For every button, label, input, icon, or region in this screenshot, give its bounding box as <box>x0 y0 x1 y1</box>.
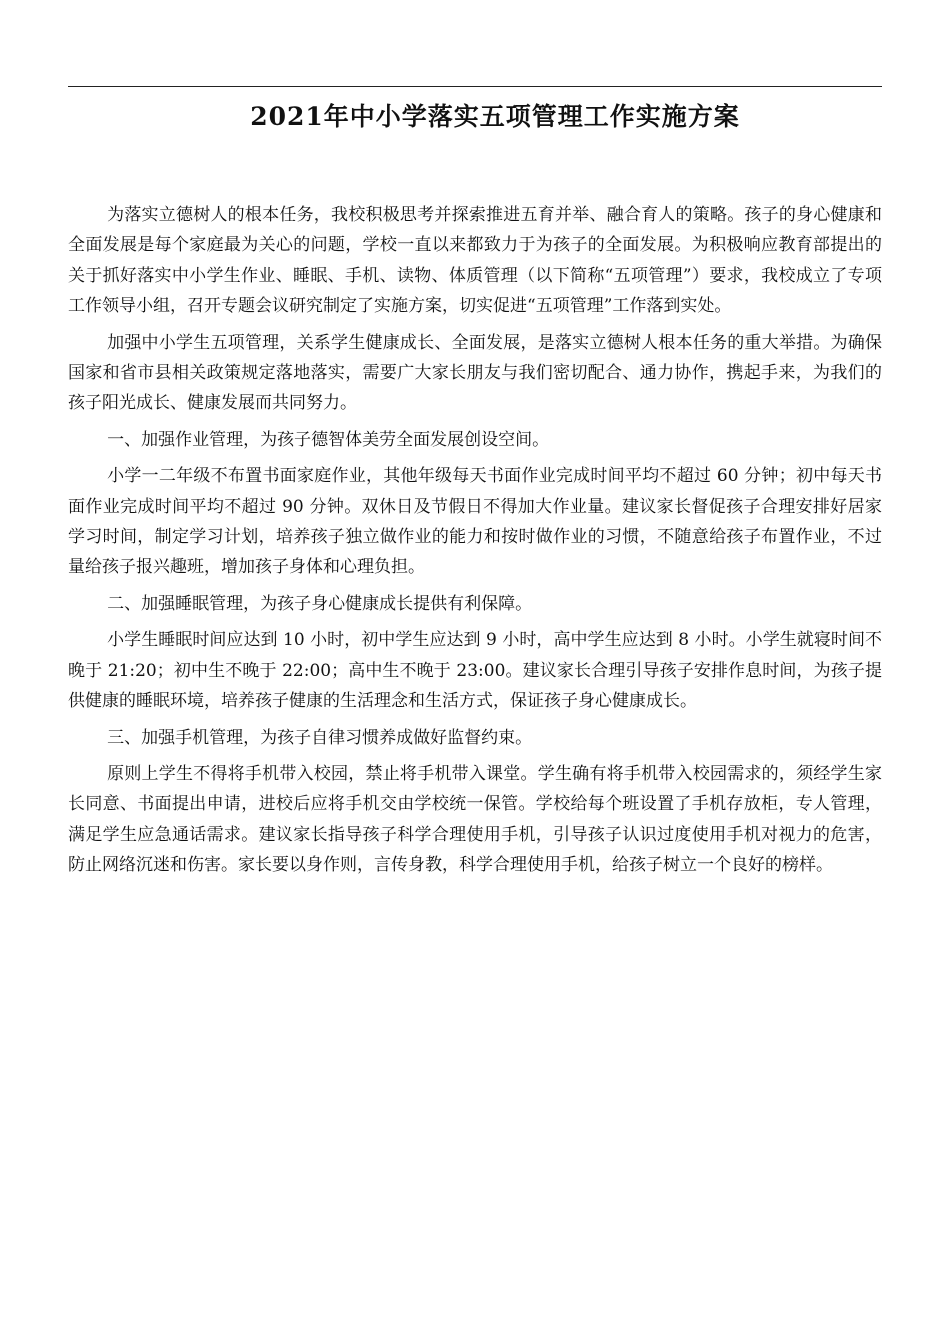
paragraph-homework: 小学一二年级不布置书面家庭作业，其他年级每天书面作业完成时间平均不超过 60 分钟；初中每天书面作业完成时间平均不超过 90 分钟。双休日及节假日不得加大作业量。建议家长督促孩子合理安排好居家学习时间，制定学习计划，培养孩子独立做作业的能力和按时做作业的习惯，不随意给孩子布置作业，不过量给孩子报兴趣班，增加孩子身体和心理负担。 <box>68 466 882 578</box>
section-heading-phone: 三、加强手机管理，为孩子自律习惯养成做好监督约束。 <box>107 727 533 748</box>
section-heading-sleep: 二、加强睡眠管理，为孩子身心健康成长提供有利保障。 <box>107 593 533 614</box>
document-title: 2021年中小学落实五项管理工作实施方案 <box>250 102 740 131</box>
document-body <box>68 200 882 887</box>
paragraph-purpose: 加强中小学生五项管理，关系学生健康成长、全面发展，是落实立德树人根本任务的重大举措。为确保国家和省市县相关政策规定落地落实，需要广大家长朋友与我们密切配合、通力协作，携起手来，为我们的孩子阳光成长、健康发展而共同努力。 <box>68 332 882 414</box>
header-rule <box>68 86 882 87</box>
paragraph-intro: 为落实立德树人的根本任务，我校积极思考并探索推进五育并举、融合育人的策略。孩子的身心健康和全面发展是每个家庭最为关心的问题，学校一直以来都致力于为孩子的全面发展。为积极响应教育部提出的关于抓好落实中小学生作业、睡眠、手机、读物、体质管理（以下简称“五项管理”）要求，我校成立了专项工作领导小组，召开专题会议研究制定了实施方案，切实促进“五项管理”工作落到实处。 <box>68 205 882 317</box>
paragraph-sleep: 小学生睡眠时间应达到 10 小时，初中学生应达到 9 小时，高中学生应达到 8 小时。小学生就寝时间不晚于 21:20；初中生不晚于 22:00；高中生不晚于 23:00。建议家长合理引导孩子安排作息时间，为孩子提供健康的睡眠环境，培养孩子健康的生活理念和生活方式，保证孩子身心健康成长。 <box>68 630 882 712</box>
paragraph-phone: 原则上学生不得将手机带入校园，禁止将手机带入课堂。学生确有将手机带入校园需求的，须经学生家长同意、书面提出申请，进校后应将手机交由学校统一保管。学校给每个班设置了手机存放柜，专人管理，满足学生应急通话需求。建议家长指导孩子科学合理使用手机，引导孩子认识过度使用手机对视力的危害，防止网络沉迷和伤害。家长要以身作则，言传身教，科学合理使用手机，给孩子树立一个良好的榜样。 <box>68 763 882 876</box>
section-heading-homework: 一、加强作业管理，为孩子德智体美劳全面发展创设空间。 <box>107 429 550 450</box>
